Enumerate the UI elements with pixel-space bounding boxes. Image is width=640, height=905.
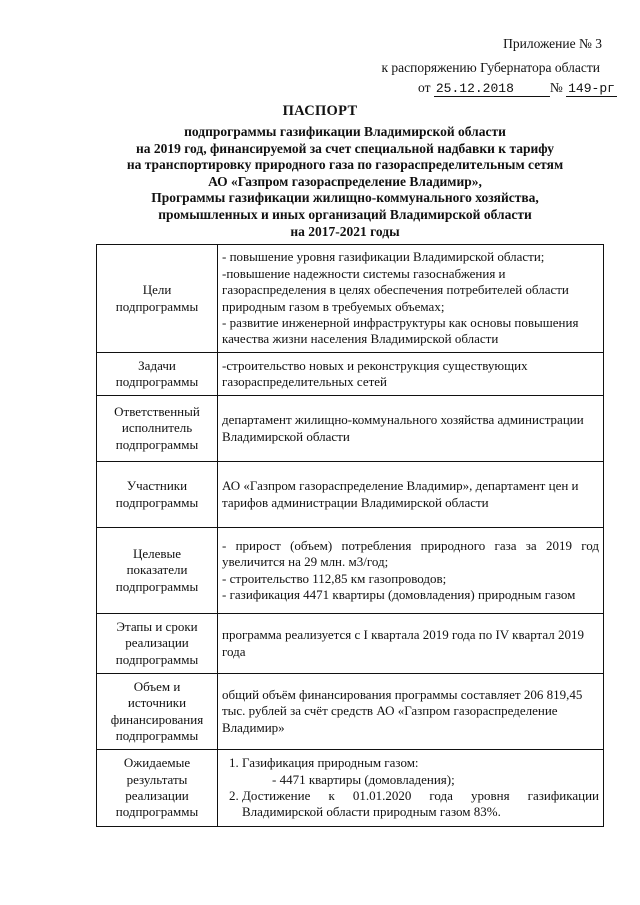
row-label xyxy=(97,614,218,674)
subtitle-line: Программы газификации жилищно-коммунального хозяйства, xyxy=(151,190,539,206)
row-content xyxy=(218,614,604,674)
row-label xyxy=(97,674,218,750)
result-subitem: - 4471 квартиры (домовладения); xyxy=(272,771,455,787)
subtitle-line: АО «Газпром газораспределение Владимир», xyxy=(208,173,482,189)
content-line: - строительство 112,85 км газопроводов; xyxy=(222,570,447,586)
order-number: 149-рг xyxy=(568,81,615,96)
passport-table xyxy=(96,244,604,827)
content-line: - развитие инженерной инфраструктуры как основы повышения качества жизни населения Владимирской области xyxy=(222,314,579,347)
label-line: Ожидаемые xyxy=(123,755,191,771)
table-row-goals xyxy=(97,245,604,353)
label-line: источники xyxy=(127,695,187,711)
result-text: Достижение к 01.01.2020 года уровня газификации Владимирской области природным газом 83%. xyxy=(242,788,599,820)
label-line: подпрограммы xyxy=(115,727,199,743)
label-line: Целевые xyxy=(132,545,182,561)
table-row-executor xyxy=(97,396,604,462)
appendix-number: Приложение № 3 xyxy=(503,36,602,51)
label-line: подпрограммы xyxy=(115,374,199,389)
content-line: - газификация 4471 квартиры (домовладения) природным газом xyxy=(222,586,576,602)
row-content xyxy=(218,462,604,528)
list-item xyxy=(242,755,599,788)
table-row-stages xyxy=(97,614,604,674)
document-title: ПАСПОРТ xyxy=(282,103,358,119)
content-line: программа реализуется с I квартала 2019 года по IV квартал 2019 года xyxy=(222,627,585,659)
label-line: Этапы и сроки xyxy=(116,618,198,634)
label-line: подпрограммы xyxy=(115,578,199,594)
label-line: подпрограммы xyxy=(115,494,199,510)
row-label xyxy=(97,245,218,353)
label-line: исполнитель xyxy=(121,420,193,436)
content-line: общий объём финансирования программы составляет 206 819,45 тыс. рублей за счёт средств АО «Газпром газораспределение Владимир» xyxy=(222,686,583,735)
label-line: подпрограммы xyxy=(115,651,199,667)
label-line: Объем и xyxy=(133,678,181,694)
label-line: Задачи xyxy=(138,357,176,373)
table-row-participants xyxy=(97,462,604,528)
subtitle-line: подпрограммы газификации Владимирской области xyxy=(184,124,506,139)
list-item xyxy=(242,788,599,821)
table-row-financing xyxy=(97,674,604,750)
table-row-indicators xyxy=(97,528,604,614)
label-line: подпрограммы xyxy=(115,804,199,820)
order-reference: к распоряжению Губернатора области xyxy=(381,60,600,75)
label-line: реализации xyxy=(125,788,189,803)
table-row-results xyxy=(97,750,604,827)
label-line: Ответственный xyxy=(114,403,200,419)
subtitle-line: промышленных и иных организаций Владимирской области xyxy=(158,206,532,222)
label-line: Цели xyxy=(142,282,172,298)
label-line: подпрограммы xyxy=(115,298,199,314)
row-label xyxy=(97,353,218,396)
content-line: -строительство новых и реконструкция существующих газораспределительных сетей xyxy=(222,357,528,389)
subtitle-line: на 2019 год, финансируемой за счет специальной надбавки к тарифу xyxy=(135,140,555,156)
row-content xyxy=(218,353,604,396)
row-content xyxy=(218,396,604,462)
label-line: подпрограммы xyxy=(115,436,199,452)
label-line: реализации xyxy=(125,635,189,651)
row-label xyxy=(97,462,218,528)
row-content xyxy=(218,528,604,614)
order-date: 25.12.2018 xyxy=(434,81,550,97)
row-content xyxy=(218,674,604,750)
subtitle-line: на 2017-2021 годы xyxy=(290,223,400,239)
content-line: АО «Газпром газораспределение Владимир», департамент цен и тарифов администрации Владимирской области xyxy=(222,478,579,510)
label-line: результаты xyxy=(126,771,188,787)
content-line: департамент жилищно-коммунального хозяйства администрации Владимирской области xyxy=(222,412,584,444)
content-line: - повышение уровня газификации Владимирской области; xyxy=(222,249,545,265)
content-line: - прирост (объем) потребления природного газа за 2019 год увеличится на 29 млн. м3/год; xyxy=(222,537,599,570)
order-date-line xyxy=(418,80,617,97)
results-list xyxy=(222,755,599,821)
row-label xyxy=(97,528,218,614)
row-content xyxy=(218,245,604,353)
row-label xyxy=(97,750,218,827)
result-text: Газификация природным газом: xyxy=(242,755,419,771)
from-label: от xyxy=(418,80,431,95)
content-line: -повышение надежности системы газоснабжения и газораспределения в целях обеспечения потребителей области природным газом в требуемых объемах; xyxy=(222,265,569,314)
label-line: показатели xyxy=(126,562,188,578)
document-subtitle xyxy=(80,124,610,240)
row-content xyxy=(218,750,604,827)
label-line: Участники xyxy=(126,478,188,494)
label-line: финансирования xyxy=(110,711,204,727)
subtitle-line: на транспортировку природного газа по газораспределительным сетям xyxy=(126,157,564,173)
number-label: № xyxy=(549,80,563,95)
table-row-tasks xyxy=(97,353,604,396)
row-label xyxy=(97,396,218,462)
